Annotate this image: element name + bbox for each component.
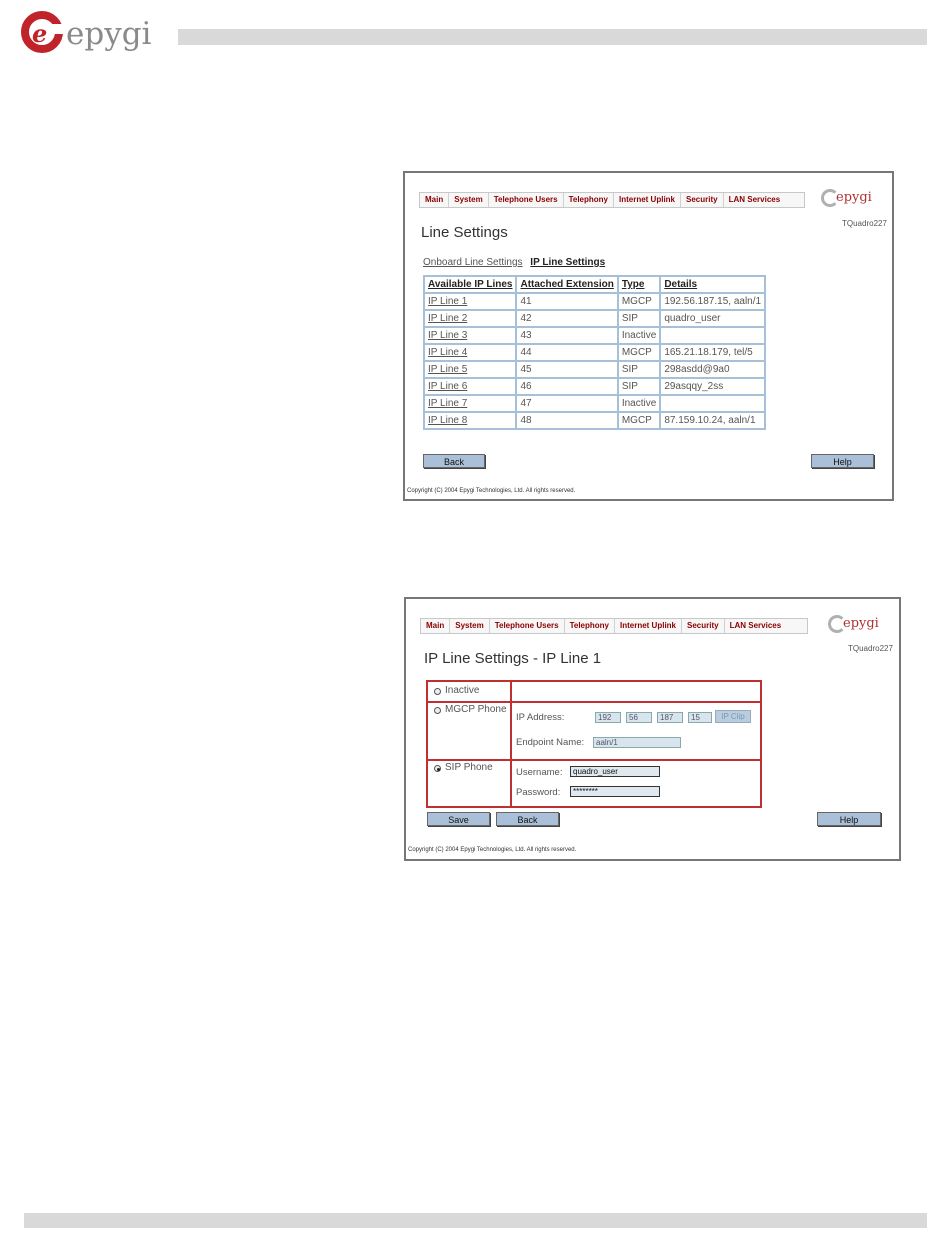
endpoint-name-field[interactable]: aaln/1 bbox=[593, 737, 681, 748]
ip-line-link[interactable]: IP Line 3 bbox=[428, 330, 468, 341]
table-cell: 42 bbox=[516, 310, 617, 327]
nav-lan-services[interactable]: LAN Services bbox=[728, 195, 781, 204]
table-row bbox=[424, 327, 765, 344]
ip-octet-4-field[interactable]: 15 bbox=[688, 712, 712, 723]
nav-telephone-users[interactable]: Telephone Users bbox=[489, 193, 564, 207]
table-cell: 298asdd@9a0 bbox=[660, 361, 765, 378]
table-cell bbox=[660, 327, 765, 344]
table-cell: quadro_user bbox=[660, 310, 765, 327]
table-cell: MGCP bbox=[618, 412, 660, 429]
top-nav bbox=[419, 192, 805, 208]
svg-text:e: e bbox=[32, 19, 48, 48]
table-row bbox=[424, 395, 765, 412]
table-cell bbox=[424, 344, 516, 361]
subtabs bbox=[423, 257, 605, 268]
table-cell bbox=[424, 327, 516, 344]
ip-line-link[interactable]: IP Line 4 bbox=[428, 347, 468, 358]
ip-line-link[interactable]: IP Line 8 bbox=[428, 415, 468, 426]
ip-line-link[interactable]: IP Line 7 bbox=[428, 398, 468, 409]
table-cell: 43 bbox=[516, 327, 617, 344]
nav-telephony[interactable]: Telephony bbox=[564, 193, 614, 207]
form-divider bbox=[428, 759, 760, 761]
header-bar bbox=[178, 29, 927, 45]
table-row bbox=[424, 412, 765, 429]
table-cell: SIP bbox=[618, 378, 660, 395]
help-button[interactable]: Help bbox=[817, 812, 881, 826]
table-cell: 29asqqy_2ss bbox=[660, 378, 765, 395]
username-field[interactable]: quadro_user bbox=[570, 766, 660, 777]
footer-bar bbox=[24, 1213, 927, 1228]
column-header[interactable]: Available IP Lines bbox=[424, 276, 516, 293]
table-row bbox=[424, 293, 765, 310]
ip-line-link[interactable]: IP Line 5 bbox=[428, 364, 468, 375]
table-cell bbox=[424, 293, 516, 310]
epygi-logo bbox=[20, 10, 180, 60]
nav-main[interactable]: Main bbox=[420, 193, 449, 207]
mgcp-phone-label: MGCP Phone bbox=[445, 704, 507, 715]
inactive-label: Inactive bbox=[445, 685, 480, 696]
help-button[interactable]: Help bbox=[811, 454, 874, 468]
back-button[interactable]: Back bbox=[496, 812, 559, 826]
table-cell bbox=[424, 310, 516, 327]
epygi-mini-logo: epygi bbox=[828, 613, 878, 637]
table-cell: MGCP bbox=[618, 293, 660, 310]
table-cell: Inactive bbox=[618, 327, 660, 344]
table-cell: SIP bbox=[618, 361, 660, 378]
copyright: Copyright (C) 2004 Epygi Technologies, Ltd. All rights reserved. bbox=[408, 847, 577, 853]
copyright: Copyright (C) 2004 Epygi Technologies, Ltd. All rights reserved. bbox=[407, 488, 576, 494]
table-cell: 45 bbox=[516, 361, 617, 378]
device-name: TQuadro227 bbox=[848, 644, 893, 653]
top-nav bbox=[420, 618, 808, 634]
endpoint-name-label: Endpoint Name: bbox=[516, 737, 585, 748]
table-cell: SIP bbox=[618, 310, 660, 327]
table-cell bbox=[424, 378, 516, 395]
table-cell: 41 bbox=[516, 293, 617, 310]
nav-main[interactable]: Main bbox=[421, 619, 450, 633]
table-cell: MGCP bbox=[618, 344, 660, 361]
table-cell bbox=[424, 412, 516, 429]
line-type-form bbox=[426, 680, 762, 808]
logo-text: epygi bbox=[66, 16, 152, 52]
table-cell bbox=[424, 395, 516, 412]
ip-octet-2-field[interactable]: 56 bbox=[626, 712, 652, 723]
ip-line-link[interactable]: IP Line 1 bbox=[428, 296, 468, 307]
sip-phone-radio[interactable] bbox=[434, 765, 441, 772]
epygi-swoosh-icon bbox=[20, 10, 66, 56]
ip-line-settings-screenshot bbox=[404, 597, 901, 861]
nav-security[interactable]: Security bbox=[681, 193, 724, 207]
page-title: Line Settings bbox=[421, 224, 508, 241]
ip-octet-1-field[interactable]: 192 bbox=[595, 712, 621, 723]
page-title: IP Line Settings - IP Line 1 bbox=[424, 650, 602, 667]
form-divider bbox=[428, 701, 760, 703]
ip-line-link[interactable]: IP Line 6 bbox=[428, 381, 468, 392]
ip-address-label: IP Address: bbox=[516, 712, 565, 723]
tab-ip-line-settings[interactable]: IP Line Settings bbox=[530, 257, 606, 268]
nav-lan-services[interactable]: LAN Services bbox=[729, 621, 782, 630]
table-row bbox=[424, 378, 765, 395]
table-row bbox=[424, 310, 765, 327]
sip-phone-label: SIP Phone bbox=[445, 762, 493, 773]
username-label: Username: bbox=[516, 767, 563, 778]
table-cell bbox=[424, 361, 516, 378]
password-label: Password: bbox=[516, 787, 561, 798]
inactive-radio[interactable] bbox=[434, 688, 441, 695]
table-cell: 48 bbox=[516, 412, 617, 429]
ip-lines-table bbox=[423, 275, 766, 430]
nav-system[interactable]: System bbox=[449, 193, 488, 207]
nav-telephony[interactable]: Telephony bbox=[565, 619, 615, 633]
table-cell: 47 bbox=[516, 395, 617, 412]
epygi-mini-logo: epygi bbox=[821, 187, 871, 211]
nav-internet-uplink[interactable]: Internet Uplink bbox=[614, 193, 681, 207]
save-button[interactable]: Save bbox=[427, 812, 490, 826]
table-cell bbox=[660, 395, 765, 412]
back-button[interactable]: Back bbox=[423, 454, 485, 468]
nav-telephone-users[interactable]: Telephone Users bbox=[490, 619, 565, 633]
ip-clip-button[interactable]: IP Clip bbox=[715, 710, 751, 723]
ip-line-link[interactable]: IP Line 2 bbox=[428, 313, 468, 324]
mgcp-phone-radio[interactable] bbox=[434, 707, 441, 714]
line-settings-screenshot bbox=[403, 171, 894, 501]
nav-system[interactable]: System bbox=[450, 619, 489, 633]
device-name: TQuadro227 bbox=[842, 219, 887, 228]
table-cell: 192.56.187.15, aaln/1 bbox=[660, 293, 765, 310]
column-header[interactable]: Type bbox=[618, 276, 660, 293]
nav-security[interactable]: Security bbox=[682, 619, 725, 633]
nav-internet-uplink[interactable]: Internet Uplink bbox=[615, 619, 682, 633]
table-cell: 46 bbox=[516, 378, 617, 395]
column-header[interactable]: Details bbox=[660, 276, 765, 293]
column-header[interactable]: Attached Extension bbox=[516, 276, 617, 293]
table-row bbox=[424, 361, 765, 378]
table-row bbox=[424, 344, 765, 361]
table-cell: 44 bbox=[516, 344, 617, 361]
tab-onboard-line-settings[interactable]: Onboard Line Settings bbox=[423, 257, 523, 268]
password-field[interactable]: ******** bbox=[570, 786, 660, 797]
table-cell: Inactive bbox=[618, 395, 660, 412]
table-cell: 87.159.10.24, aaln/1 bbox=[660, 412, 765, 429]
ip-octet-3-field[interactable]: 187 bbox=[657, 712, 683, 723]
table-cell: 165.21.18.179, tel/5 bbox=[660, 344, 765, 361]
